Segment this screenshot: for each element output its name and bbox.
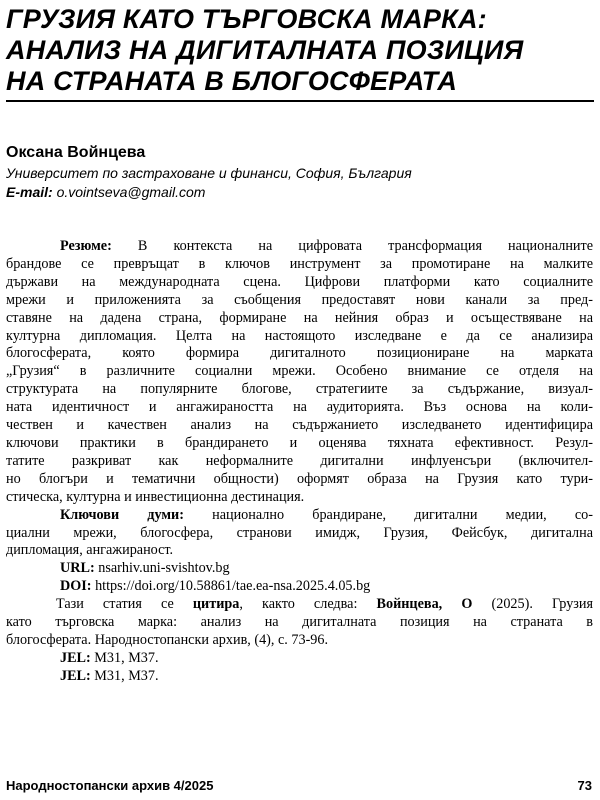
abstract-line: блогосферата, която формира дигиталното позициониране на марката	[6, 345, 593, 362]
author-name: Оксана Войнцева	[6, 144, 146, 161]
citation-first-line	[6, 596, 593, 614]
jel-line	[6, 650, 593, 668]
keywords-line: циални мрежи, блогосфера, странови имидж, Грузия, Фейсбук, дигитална	[6, 524, 593, 541]
keywords-first-line	[6, 507, 593, 525]
abstract-line: чествен и качествен анализ на съдържанието изследването идентифицира	[6, 417, 593, 434]
doi-line	[6, 578, 593, 596]
footer-journal: Народностопански архив 4/2025	[6, 778, 214, 793]
title-line: АНАЛИЗ НА ДИГИТАЛНАТА ПОЗИЦИЯ	[6, 35, 524, 65]
abstract-line: но блогъри и тематични общности) оформят образа на Грузия като тури-	[6, 470, 593, 487]
citation-prefix: Тази статия се	[56, 596, 174, 613]
abstract-line: ключови практики в брандирането и оценява тяхната ефективност. Резул-	[6, 434, 593, 451]
author-affiliation: Университет по застраховане и финанси, София, България	[6, 165, 412, 181]
doi-value[interactable]: https://doi.org/10.58861/tae.ea-nsa.2025.4.05.bg	[95, 578, 371, 595]
abstract-line: „Грузия“ в различните социални мрежи. Особено внимание се отделя на	[6, 363, 593, 380]
url-line	[6, 560, 593, 578]
citation-bold-word: цитира	[192, 596, 240, 613]
footer-page-number: 73	[577, 778, 592, 793]
jel-line	[6, 668, 593, 686]
citation-middle: , както следва:	[239, 596, 358, 613]
citation-line: като търговска марка: анализ на дигиталната позиция на страната в	[6, 614, 593, 631]
abstract-line: държави на международната сцена. Цифрови платформи като социалните	[6, 273, 593, 290]
jel-label: JEL:	[60, 667, 91, 684]
author-email	[6, 184, 205, 200]
url-label: URL:	[60, 560, 95, 577]
article-title	[6, 4, 594, 97]
abstract-line: ната идентичност и ангажираността на аудиторията. Въз основа на коли-	[6, 399, 593, 416]
jel-label: JEL:	[60, 649, 91, 666]
abstract-line: ставяне на дадена страна, формиране на нейния образ и осъществяване на	[6, 309, 593, 326]
email-label: E-mail:	[6, 184, 53, 200]
keywords-text: национално брандиране, дигитални медии, со-	[212, 506, 593, 523]
abstract-last-line: стическа, културна и инвестиционна дестинация.	[6, 488, 305, 505]
citation-last-line: блогосферата. Народностопански архив, (4), с. 73-96.	[6, 631, 329, 648]
abstract-first-line	[6, 238, 593, 256]
title-divider	[6, 100, 594, 102]
abstract-line: културна дипломация. Целта на настоящото изследване е да се анализира	[6, 327, 593, 344]
abstract-line: структурата на популярните блогове, стратегиите за съдържание, визуал-	[6, 381, 593, 398]
abstract-line: мрежи и приложенията за съобщения предоставят нови канали за пред-	[6, 291, 593, 308]
doi-label: DOI:	[60, 578, 92, 595]
abstract-text: В контекста на цифровата трансформация националните	[137, 238, 594, 254]
keywords-last-line: дипломация, ангажираност.	[6, 542, 174, 559]
url-value[interactable]: nsarhiv.uni-svishtov.bg	[98, 560, 230, 577]
jel-value: M31, M37.	[94, 667, 159, 684]
title-line: НА СТРАНАТА В БЛОГОСФЕРАТА	[6, 66, 458, 96]
abstract-line: татите разкриват как неформалните дигитални инфлуенсъри (включител-	[6, 452, 593, 469]
abstract-label: Резюме:	[60, 238, 112, 254]
email-link[interactable]: o.vointseva@gmail.com	[56, 184, 206, 200]
abstract-line: брандове се превръщат в ключов инструмент за промотиране на малките	[6, 255, 593, 272]
citation-author: Войнцева, О	[376, 596, 473, 613]
title-line: ГРУЗИЯ КАТО ТЪРГОВСКА МАРКА:	[6, 4, 487, 34]
jel-value: M31, M37.	[94, 649, 159, 666]
citation-rest: (2025). Грузия	[491, 596, 594, 613]
keywords-label: Ключови думи:	[60, 506, 184, 523]
abstract-block	[6, 238, 593, 686]
